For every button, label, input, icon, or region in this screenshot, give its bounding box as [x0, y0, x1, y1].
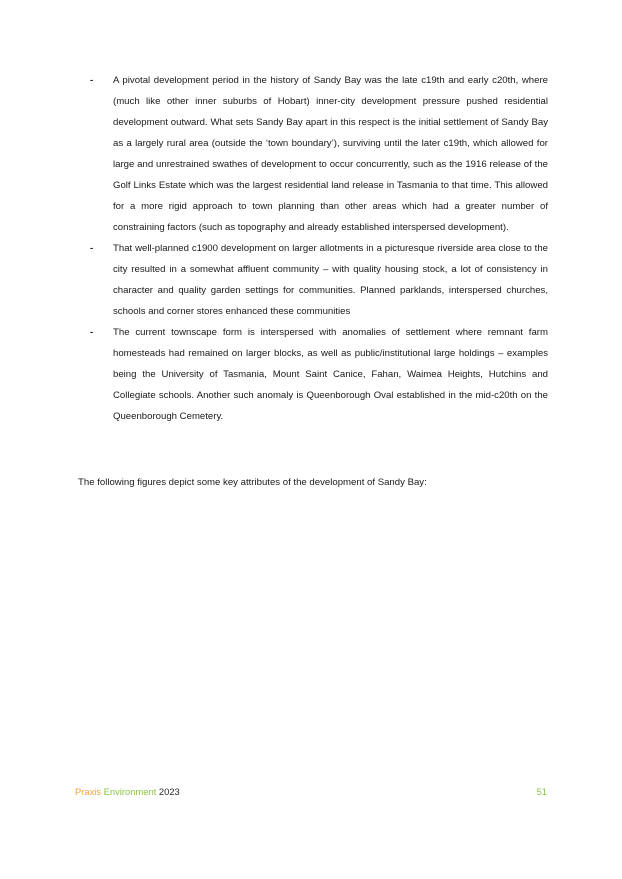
bullet-marker: - — [90, 75, 94, 86]
footer-environment: Environment — [103, 786, 157, 797]
bullet-list — [90, 70, 548, 427]
bullet-marker: - — [90, 243, 94, 254]
bullet-text: A pivotal development period in the history of Sandy Bay was the late c19th and early c20th, where (much like other inner suburbs of Hobart) inner-city development pressure pushed residential development outward. What sets Sandy Bay apart in this respect is the initial settlement of Sandy Bay as a largely rural area (outside the ‘town boundary’), surviving until the later c19th, which allowed for large and unrestrained swathes of development to occur concurrently, such as the 1916 release of the Golf Links Estate which was the largest residential land release in Tasmania to that time. This allowed for a more rigid approach to town planning than other areas which had a greater number of constraining factors (such as topography and already established interspersed development). — [113, 75, 548, 233]
bullet-item-2 — [90, 238, 548, 322]
bullet-text: That well-planned c1900 development on larger allotments in a picturesque riverside area close to the city resulted in a somewhat affluent community – with quality housing stock, a lot of consistency in character and quality garden settings for communities. Planned parklands, interspersed churches, schools and corner stores enhanced these communities — [113, 243, 548, 317]
bullet-item-3 — [90, 322, 548, 427]
footer-credit — [75, 785, 180, 799]
page-number: 51 — [536, 786, 547, 797]
footer-year: 2023 — [158, 786, 180, 797]
bullet-marker: - — [90, 327, 94, 338]
footer-brand: Praxis — [75, 786, 102, 797]
bullet-text: The current townscape form is interspersed with anomalies of settlement where remnant farm homesteads had remained on larger blocks, as well as public/institutional large holdings – examples being the University of Tasmania, Mount Saint Canice, Fahan, Waimea Heights, Hutchins and Collegiate schools. Another such anomaly is Queenborough Oval established in the mid-c20th on the Queenborough Cemetery. — [113, 327, 548, 422]
figures-intro-paragraph: The following figures depict some key attributes of the development of Sandy Bay: — [78, 477, 427, 488]
bullet-item-1 — [90, 70, 548, 238]
